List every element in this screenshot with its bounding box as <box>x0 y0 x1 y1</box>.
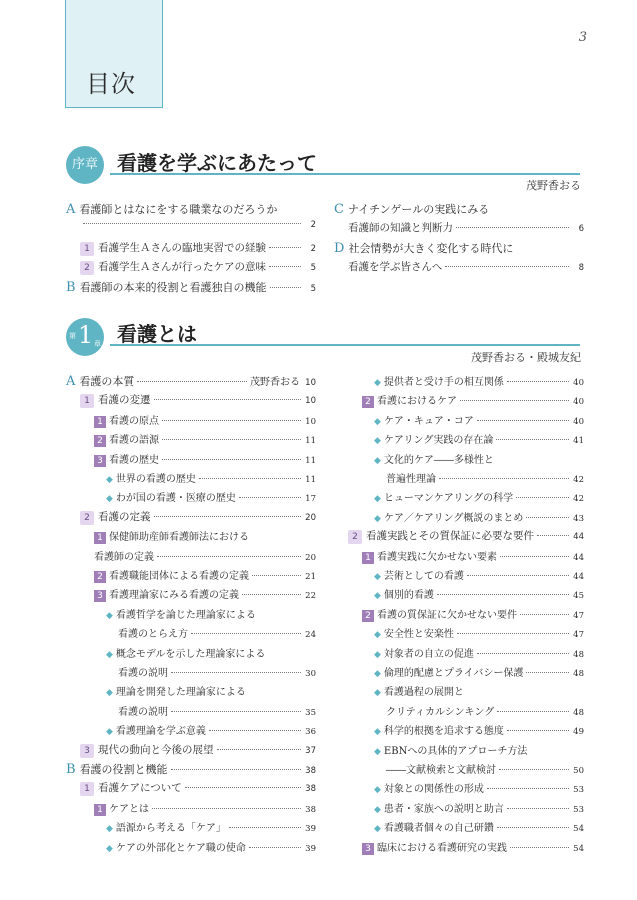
toc-entry <box>94 412 316 428</box>
leader-dots <box>507 808 569 809</box>
toc-entry <box>106 839 316 854</box>
diamond-bullet-icon: ◆ <box>106 727 113 738</box>
toc-entry <box>374 800 584 815</box>
toc-entry-label: わが国の看護・医療の歴史 <box>115 493 236 505</box>
toc-entry-label: 文化的ケア――多様性と <box>383 454 494 466</box>
toc-entry <box>66 373 316 389</box>
toc-entry-page: 48 <box>573 649 584 660</box>
leader-dots <box>537 535 569 536</box>
section-letter: B <box>66 279 76 295</box>
subsection-number: 1 <box>80 242 94 256</box>
chapter1-badge <box>66 318 104 356</box>
toc-entry-label: 世界の看護の歴史 <box>115 474 196 485</box>
toc-entry-label: 看護師の定義 <box>94 551 154 563</box>
diamond-bullet-icon: ◆ <box>106 688 113 699</box>
toc-entry-label: 看護の語源 <box>109 435 159 447</box>
toc-entry <box>66 761 316 777</box>
toc-entry-label: 対象者の自立の促進 <box>383 648 474 660</box>
toc-entry-label: 語源から考える「ケア」 <box>115 823 226 835</box>
toc-entry-label: 保健師助産師看護師法における <box>109 532 249 544</box>
item-number: 1 <box>94 416 106 428</box>
toc-entry-label: 看護師とはなにをする職業なのだろうか <box>79 203 278 216</box>
leader-dots <box>209 730 301 731</box>
toc-entry-label: 看護職者個々の自己研鑽 <box>383 823 494 835</box>
toc-entry-page: 53 <box>573 804 584 815</box>
toc-entry <box>374 664 584 679</box>
chapter1-badge-num: 1 <box>78 321 94 349</box>
toc-entry-label: 倫理的配慮とプライバシー保護 <box>383 668 524 679</box>
toc-entry-label: 提供者と受け手の相互関係 <box>383 377 504 388</box>
prologue-badge: 序章 <box>66 146 104 184</box>
toc-entry-page: 2 <box>310 243 316 254</box>
toc-entry-label: 看護学生Ａさんが行ったケアの意味 <box>98 261 266 274</box>
diamond-bullet-icon: ◆ <box>106 843 113 854</box>
toc-entry <box>348 528 584 544</box>
item-number: 2 <box>94 435 106 447</box>
leader-dots <box>439 478 569 479</box>
toc-entry-label: 看護の説明 <box>118 668 168 679</box>
toc-entry-label: ヒューマンケアリングの科学 <box>383 493 514 505</box>
toc-entry-label: 芸術としての看護 <box>383 571 464 582</box>
toc-entry-label: ケアの外部化とケア職の使命 <box>115 842 246 854</box>
toc-entry <box>374 819 584 834</box>
toc-entry-label: 患者・家族への説明と助言 <box>383 803 504 815</box>
toc-entry-page: 10 <box>305 378 316 388</box>
toc-entry <box>362 548 584 564</box>
toc-entry-page: 10 <box>305 396 316 407</box>
toc-entry-page: 44 <box>573 532 584 543</box>
item-number: 3 <box>94 590 106 602</box>
diamond-bullet-icon: ◆ <box>374 688 381 699</box>
toc-entry-page: 47 <box>573 610 584 621</box>
leader-dots <box>477 653 569 654</box>
toc-entry-page: 54 <box>573 843 584 854</box>
toc-entry-label: 看護職能団体による看護の定義 <box>109 571 249 582</box>
leader-dots <box>162 459 301 460</box>
leader-dots <box>497 711 569 712</box>
leader-dots <box>487 788 569 789</box>
toc-entry <box>94 800 316 816</box>
diamond-bullet-icon: ◆ <box>374 513 381 524</box>
diamond-bullet-icon: ◆ <box>106 610 113 621</box>
item-number: 1 <box>94 532 106 544</box>
toc-entry <box>374 373 584 388</box>
toc-entry-page: 17 <box>305 494 316 505</box>
leader-dots <box>157 556 301 557</box>
subsection-number: 2 <box>80 511 94 525</box>
section-letter: A <box>66 374 76 389</box>
subsection-number: 2 <box>348 530 362 544</box>
toc-entry-page: 11 <box>305 455 316 466</box>
toc-entry-page: 54 <box>573 824 584 835</box>
toc-entry-label: 安全性と安楽性 <box>383 629 454 641</box>
leader-dots <box>500 556 569 557</box>
toc-entry-page: 42 <box>573 475 584 485</box>
prologue-rule <box>110 173 580 175</box>
chapter1-title: 看護とは <box>117 322 197 346</box>
leader-dots <box>242 594 301 595</box>
toc-entry-label: 概念モデルを示した理論家による <box>115 648 266 660</box>
toc-entry-page: 43 <box>573 513 584 524</box>
prologue-title: 看護を学ぶにあたって <box>117 151 317 175</box>
toc-entry-author: 茂野香おる <box>250 377 300 388</box>
toc-entry-page: 30 <box>305 669 316 679</box>
toc-entry-label: ケアリング実践の存在論 <box>383 435 494 447</box>
diamond-bullet-icon: ◆ <box>106 475 113 485</box>
toc-entry-page: 20 <box>305 512 316 523</box>
toc-entry-label: 看護師の本来的役割と看護独自の機能 <box>79 280 267 294</box>
toc-entry-page: 20 <box>305 552 316 563</box>
toc-entry <box>374 451 584 466</box>
leader-dots <box>437 594 569 595</box>
section-letter: D <box>334 240 345 256</box>
toc-entry <box>118 703 316 718</box>
toc-entry <box>106 489 316 504</box>
chapter1-badge-pre: 第 <box>69 332 76 340</box>
toc-entry-label: 看護実践とその質保証に必要な要件 <box>366 530 534 543</box>
toc-entry-page: 38 <box>305 804 316 815</box>
leader-dots <box>239 497 301 498</box>
toc-entry <box>362 606 584 622</box>
leader-dots <box>499 769 569 770</box>
subsection-number: 2 <box>80 261 94 275</box>
toc-entry <box>374 489 584 504</box>
leader-dots <box>516 497 569 498</box>
toc-entry-page: 50 <box>573 766 584 776</box>
chapter1-badge-post: 章 <box>94 340 101 348</box>
toc-entry <box>80 780 316 796</box>
toc-entry-page: 45 <box>573 591 584 602</box>
toc-entry-label: 看護の定義 <box>98 510 151 523</box>
toc-entry <box>374 645 584 660</box>
toc-entry <box>94 431 316 447</box>
diamond-bullet-icon: ◆ <box>374 378 381 388</box>
toc-entry-label: 科学的根拠を追求する態度 <box>383 726 504 738</box>
diamond-bullet-icon: ◆ <box>374 572 381 582</box>
toc-entry <box>118 625 316 640</box>
toc-entry-label: ナイチンゲールの実践にみる <box>347 203 490 216</box>
toc-entry <box>94 586 316 602</box>
toc-entry-page: 40 <box>573 378 584 388</box>
leader-dots <box>249 847 301 848</box>
leader-dots <box>477 420 569 421</box>
toc-entry <box>80 259 316 275</box>
leader-dots <box>526 517 569 518</box>
toc-entry-page: 5 <box>310 283 316 294</box>
leader-dots <box>270 287 301 288</box>
toc-entry-page: 38 <box>305 784 316 795</box>
leader-dots <box>171 711 301 712</box>
toc-entry-label: 理論を開発した理論家による <box>115 687 246 699</box>
section-letter: C <box>334 202 344 217</box>
toc-entry <box>334 240 584 256</box>
toc-entry-page: 22 <box>305 591 316 602</box>
leader-dots <box>191 633 301 634</box>
toc-header-box <box>65 0 163 108</box>
leader-dots <box>497 827 569 828</box>
toc-entry-page: 44 <box>573 572 584 582</box>
toc-entry-page: 39 <box>305 824 316 835</box>
toc-entry <box>106 819 316 834</box>
toc-entry-label: ――文献検索と文献検討 <box>386 765 496 776</box>
toc-entry <box>80 240 316 256</box>
toc-entry-label: 看護理論家にみる看護の定義 <box>109 590 239 602</box>
prologue-author: 茂野香おる <box>526 179 581 192</box>
toc-entry-page: 10 <box>305 416 316 427</box>
toc-entry-page: 39 <box>305 843 316 854</box>
leader-dots <box>510 847 569 848</box>
toc-entry-label: 看護におけるケア <box>377 396 457 408</box>
toc-entry <box>66 279 316 295</box>
toc-entry-label: 看護の原点 <box>109 415 159 427</box>
chapter1-author: 茂野香おる・殿城友紀 <box>471 351 581 364</box>
leader-dots <box>460 400 569 401</box>
toc-entry <box>374 412 584 427</box>
subsection-number: 1 <box>80 394 94 408</box>
toc-entry-page: 8 <box>578 263 584 274</box>
item-number: 3 <box>94 455 106 467</box>
leader-dots <box>171 672 301 673</box>
leader-dots <box>137 381 247 382</box>
toc-entry-label: EBNへの具体的アプローチ方法 <box>383 745 528 757</box>
toc-entry <box>334 201 584 217</box>
toc-entry <box>94 567 316 583</box>
leader-dots <box>154 516 302 517</box>
diamond-bullet-icon: ◆ <box>374 785 381 796</box>
toc-entry <box>374 780 584 795</box>
item-number: 2 <box>362 396 374 408</box>
toc-entry <box>94 528 316 544</box>
toc-entry-label: 看護学生Ａさんの臨地実習での経験 <box>98 241 266 254</box>
diamond-bullet-icon: ◆ <box>106 824 113 835</box>
toc-entry-page: 11 <box>305 475 316 485</box>
leader-dots <box>199 478 301 479</box>
toc-entry <box>80 220 316 230</box>
toc-entry-label: クリティカルシンキング <box>386 706 495 718</box>
toc-entry <box>374 567 584 582</box>
toc-entry <box>66 201 316 217</box>
toc-entry <box>80 392 316 408</box>
leader-dots <box>467 575 569 576</box>
toc-entry-page: 53 <box>573 785 584 796</box>
leader-dots <box>217 749 302 750</box>
leader-dots <box>154 399 302 400</box>
item-number: 1 <box>362 552 374 564</box>
toc-entry-page: 49 <box>573 727 584 738</box>
toc-entry <box>386 703 584 718</box>
toc-entry <box>348 220 584 235</box>
leader-dots <box>526 672 569 673</box>
toc-entry-label: 看護過程の展開と <box>383 687 464 699</box>
subsection-number: 1 <box>80 782 94 796</box>
leader-dots <box>269 247 301 248</box>
toc-entry <box>94 451 316 467</box>
subsection-number: 3 <box>80 744 94 758</box>
toc-entry-label: 看護理論を学ぶ意義 <box>115 726 206 738</box>
toc-entry-label: 看護の歴史 <box>109 454 159 466</box>
toc-entry <box>94 548 316 563</box>
toc-entry-label: 看護を学ぶ皆さんへ <box>348 261 443 274</box>
toc-entry <box>386 761 584 776</box>
leader-dots <box>520 614 569 615</box>
toc-entry-label: ケア／ケアリング概説のまとめ <box>383 512 524 524</box>
toc-entry-label: 対象との関係性の形成 <box>383 784 484 796</box>
toc-entry-page: 11 <box>305 436 316 447</box>
toc-entry-page: 40 <box>573 416 584 427</box>
toc-entry <box>374 722 584 737</box>
toc-entry-label: 現代の動向と今後の展望 <box>98 743 214 756</box>
toc-entry <box>374 509 584 524</box>
diamond-bullet-icon: ◆ <box>374 630 381 641</box>
leader-dots <box>162 439 301 440</box>
toc-entry-label: 看護師の知識と判断力 <box>348 222 453 235</box>
diamond-bullet-icon: ◆ <box>374 436 381 447</box>
toc-entry-page: 35 <box>305 707 316 718</box>
toc-entry-page: 2 <box>310 220 316 231</box>
leader-dots <box>457 633 569 634</box>
leader-dots <box>496 439 569 440</box>
toc-entry-label: 看護の質保証に欠かせない要件 <box>377 609 517 621</box>
diamond-bullet-icon: ◆ <box>106 494 113 505</box>
page-number: 3 <box>578 30 587 45</box>
toc-entry <box>106 722 316 737</box>
toc-entry <box>374 586 584 601</box>
toc-entry-label: 個別的看護 <box>383 590 434 602</box>
chapter1-rule <box>110 344 580 346</box>
leader-dots <box>252 575 301 576</box>
toc-entry <box>80 742 316 758</box>
toc-entry <box>80 509 316 525</box>
toc-entry-page: 6 <box>578 224 584 235</box>
toc-entry <box>362 392 584 408</box>
toc-entry <box>374 683 584 698</box>
diamond-bullet-icon: ◆ <box>374 746 381 757</box>
toc-entry-page: 47 <box>573 630 584 641</box>
diamond-bullet-icon: ◆ <box>106 649 113 660</box>
toc-entry <box>106 683 316 698</box>
toc-entry-page: 44 <box>573 552 584 563</box>
toc-entry <box>106 606 316 621</box>
toc-entry <box>362 839 584 855</box>
toc-entry-label: 看護実践に欠かせない要素 <box>377 551 497 563</box>
toc-entry-page: 48 <box>573 707 584 718</box>
toc-entry-label: 看護ケアについて <box>98 782 182 795</box>
item-number: 3 <box>362 843 374 855</box>
toc-entry <box>106 470 316 485</box>
toc-entry-page: 5 <box>310 263 316 274</box>
leader-dots <box>269 266 301 267</box>
toc-entry-page: 36 <box>305 727 316 738</box>
item-number: 1 <box>94 804 106 816</box>
toc-entry-page: 38 <box>305 766 316 776</box>
diamond-bullet-icon: ◆ <box>374 804 381 815</box>
diamond-bullet-icon: ◆ <box>374 669 381 679</box>
toc-entry-label: 臨床における看護研究の実践 <box>377 842 507 854</box>
toc-entry-page: 24 <box>305 630 316 641</box>
toc-entry-label: 社会情勢が大きく変化する時代に <box>348 241 514 255</box>
leader-dots <box>456 227 569 228</box>
leader-dots <box>229 827 301 828</box>
section-letter: A <box>66 202 76 217</box>
toc-entry-page: 21 <box>305 572 316 582</box>
toc-entry-label: 看護の本質 <box>79 375 135 388</box>
item-number: 2 <box>94 571 106 583</box>
toc-entry-page: 42 <box>573 494 584 505</box>
toc-entry-label: 看護哲学を論じた理論家による <box>115 609 256 621</box>
diamond-bullet-icon: ◆ <box>374 727 381 738</box>
leader-dots <box>507 730 569 731</box>
toc-entry-label: 看護の変遷 <box>98 394 151 407</box>
toc-entry-page: 48 <box>573 669 584 679</box>
toc-entry-label: 看護の説明 <box>118 706 168 718</box>
item-number: 2 <box>362 610 374 622</box>
toc-entry <box>348 259 584 274</box>
diamond-bullet-icon: ◆ <box>374 591 381 602</box>
leader-dots <box>445 266 569 267</box>
leader-dots <box>152 808 301 809</box>
diamond-bullet-icon: ◆ <box>374 824 381 835</box>
leader-dots <box>171 769 301 770</box>
diamond-bullet-icon: ◆ <box>374 416 381 427</box>
toc-entry <box>374 625 584 640</box>
toc-entry <box>118 664 316 679</box>
diamond-bullet-icon: ◆ <box>374 455 381 466</box>
leader-dots <box>83 223 301 224</box>
section-letter: B <box>66 762 76 777</box>
leader-dots <box>507 381 569 382</box>
leader-dots <box>185 787 301 788</box>
toc-entry-page: 37 <box>305 745 316 756</box>
toc-entry <box>106 645 316 660</box>
diamond-bullet-icon: ◆ <box>374 494 381 505</box>
leader-dots <box>162 420 301 421</box>
toc-entry-label: 看護のとらえ方 <box>118 629 188 641</box>
toc-entry-label: 普遍性理論 <box>386 474 436 485</box>
toc-entry <box>374 431 584 446</box>
toc-title: 目次 <box>86 70 136 98</box>
toc-entry-label: ケア・キュア・コア <box>383 415 474 427</box>
toc-entry-label: ケアとは <box>109 803 149 815</box>
diamond-bullet-icon: ◆ <box>374 649 381 660</box>
toc-entry <box>386 470 584 485</box>
toc-entry-page: 40 <box>573 397 584 408</box>
toc-entry-label: 看護の役割と機能 <box>79 763 168 776</box>
toc-entry-page: 41 <box>573 436 584 447</box>
toc-entry <box>374 742 584 757</box>
